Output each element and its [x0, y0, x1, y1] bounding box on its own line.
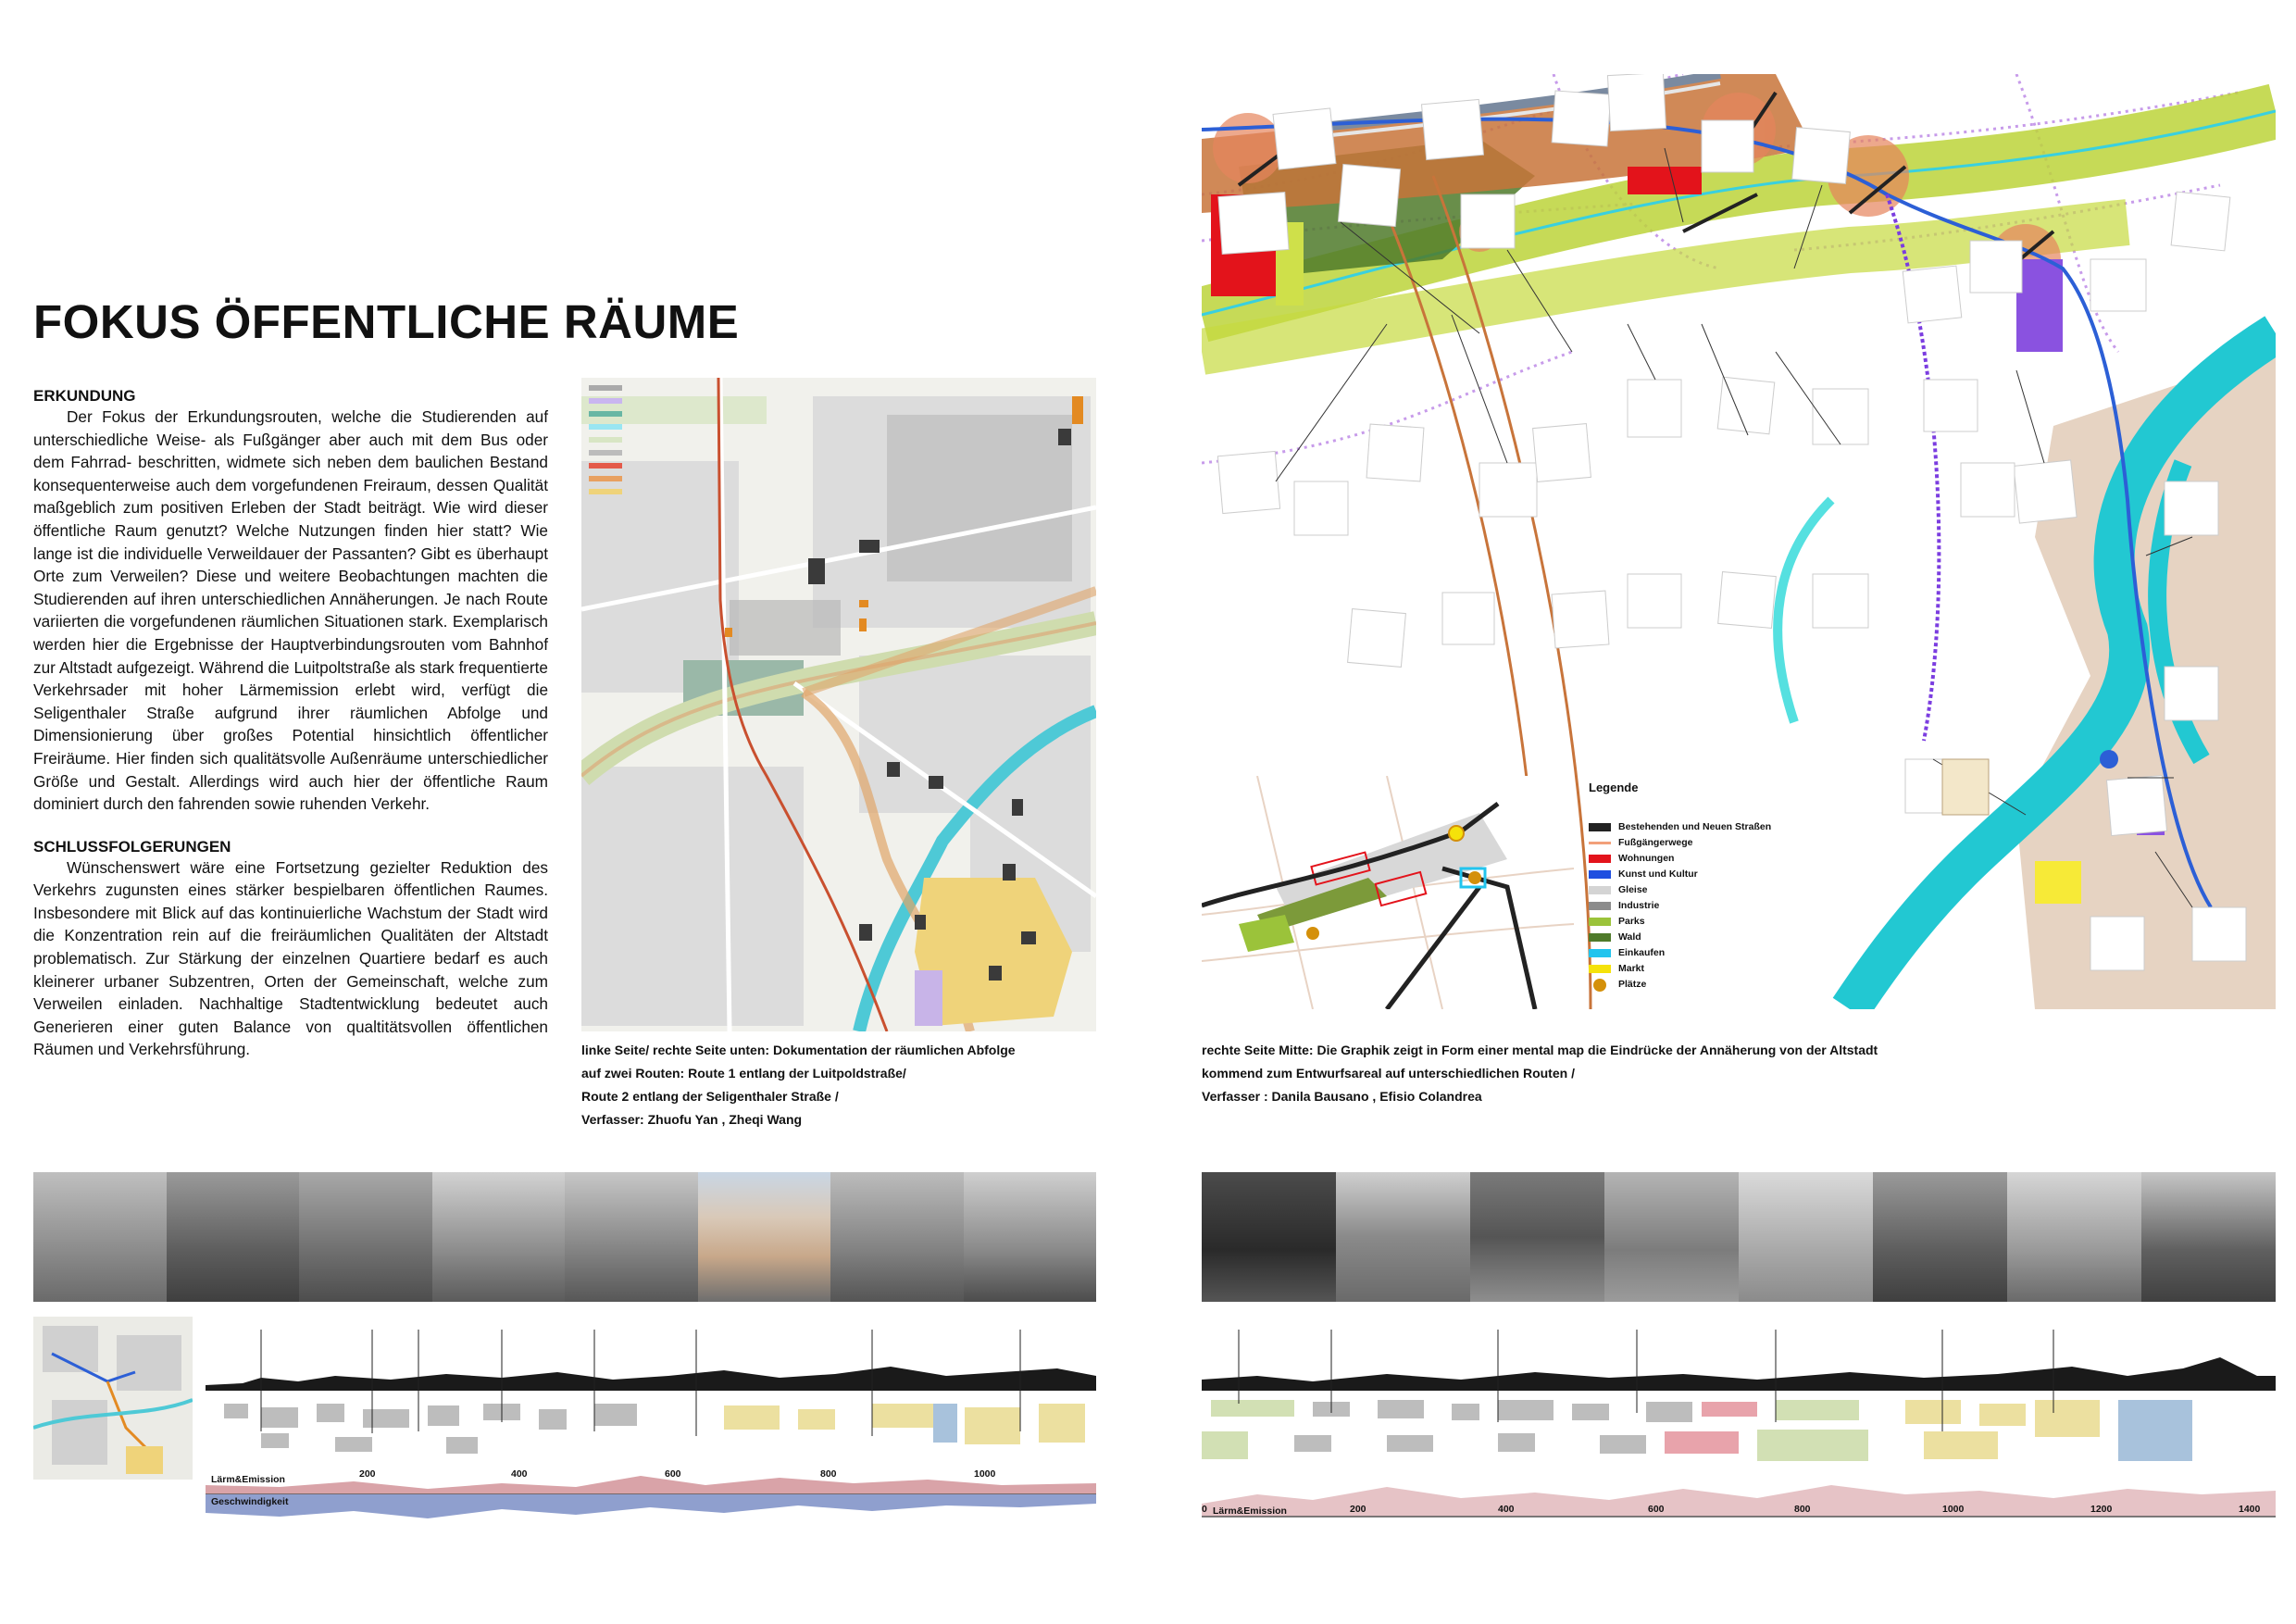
- caption-left: [581, 1039, 1016, 1131]
- legend-item: [1589, 914, 1811, 930]
- axis-tick-right: 1200: [2090, 1504, 2113, 1515]
- photo-strip-right: [1202, 1172, 2276, 1302]
- street-photo: [830, 1172, 964, 1302]
- inset-map: [1202, 776, 1574, 1009]
- street-photo: [1470, 1172, 1604, 1302]
- route-strip-left: [33, 1172, 1096, 1520]
- legend: [1589, 780, 1811, 993]
- noise-label-left: Lärm&Emission: [211, 1474, 285, 1485]
- mini-route-map-graphic: [33, 1317, 193, 1480]
- legend-swatch: [1589, 823, 1611, 831]
- legend-label: Industrie: [1618, 900, 1660, 911]
- axis-tick-left: 200: [359, 1468, 376, 1480]
- mini-route-map: [33, 1317, 193, 1480]
- street-photo: [1202, 1172, 1336, 1302]
- street-section-left-graphic: [206, 1330, 1096, 1468]
- legend-swatch: [1589, 870, 1611, 879]
- legend-swatch: [1589, 886, 1611, 894]
- street-photo: [167, 1172, 300, 1302]
- legend-label: Parks: [1618, 916, 1645, 927]
- legend-swatch: [1589, 855, 1611, 863]
- street-photo: [33, 1172, 167, 1302]
- axis-right: [1202, 1504, 2276, 1520]
- street-photo: [1604, 1172, 1739, 1302]
- route-map-graphic: [581, 378, 1096, 1031]
- noise-speed-chart-left: [206, 1467, 1096, 1520]
- section-heading-erkundung: ERKUNDUNG: [33, 387, 136, 405]
- route-strip-right: [1202, 1172, 2276, 1520]
- legend-label: Bestehenden und Neuen Straßen: [1618, 821, 1772, 832]
- legend-label: Kunst und Kultur: [1618, 868, 1698, 880]
- legend-label: Markt: [1618, 963, 1645, 974]
- legend-label: Wald: [1618, 931, 1641, 943]
- caption-right-line-3: Verfasser : Danila Bausano , Efisio Colandrea: [1202, 1089, 1482, 1104]
- legend-label: Gleise: [1618, 884, 1648, 895]
- caption-left-line-4: Verfasser: Zhuofu Yan , Zheqi Wang: [581, 1112, 803, 1127]
- legend-swatch: [1589, 949, 1611, 957]
- axis-tick-left: 400: [511, 1468, 528, 1480]
- street-photo: [964, 1172, 1097, 1302]
- axis-tick-right: 800: [1794, 1504, 1811, 1515]
- axis-tick-left: 1000: [974, 1468, 996, 1480]
- legend-swatch: [1589, 918, 1611, 926]
- street-section-right-graphic: [1202, 1330, 2276, 1468]
- section-heading-schlussfolgerungen: SCHLUSSFOLGERUNGEN: [33, 837, 231, 856]
- street-photo: [1336, 1172, 1470, 1302]
- legend-swatch: [1593, 979, 1606, 992]
- legend-item: [1589, 882, 1811, 898]
- caption-left-line-1: linke Seite/ rechte Seite unten: Dokumentation der räumlichen Abfolge: [581, 1043, 1016, 1057]
- legend-item: [1589, 945, 1811, 961]
- noise-label-right: Lärm&Emission: [1213, 1505, 1287, 1517]
- street-photo: [1873, 1172, 2007, 1302]
- route-map: [581, 378, 1096, 1031]
- caption-right-line-1: rechte Seite Mitte: Die Graphik zeigt in Form einer mental map die Eindrücke der Annäherung von der Altstadt: [1202, 1043, 1878, 1057]
- legend-title: Legende: [1589, 781, 1639, 794]
- legend-label: Plätze: [1618, 979, 1647, 990]
- axis-tick-right: 0: [1202, 1504, 1207, 1515]
- street-section-left: [206, 1330, 1096, 1468]
- legend-list: [1589, 819, 1811, 993]
- street-photo: [2141, 1172, 2276, 1302]
- street-photo: [565, 1172, 698, 1302]
- legend-swatch: [1589, 842, 1611, 844]
- legend-item: [1589, 898, 1811, 914]
- photo-strip-left: [33, 1172, 1096, 1302]
- street-photo: [1739, 1172, 1873, 1302]
- caption-right-line-2: kommend zum Entwurfsareal auf unterschiedlichen Routen /: [1202, 1066, 1575, 1081]
- caption-right: [1202, 1039, 1878, 1108]
- axis-tick-right: 600: [1648, 1504, 1665, 1515]
- legend-swatch: [1589, 965, 1611, 973]
- street-photo: [2007, 1172, 2141, 1302]
- axis-tick-left: 800: [820, 1468, 837, 1480]
- street-photo-color: [698, 1172, 831, 1302]
- page-title: FOKUS ÖFFENTLICHE RÄUME: [33, 295, 740, 348]
- section-text-schlussfolgerungen: Wünschenswert wäre eine Fortsetzung gezielter Reduktion des Verkehrs zugunsten eines stärker bespielbaren öffentlichen Raumes. Insbesondere mit Blick auf das kontinuierliche Wachstum der Stadt wird die Konzentration rein auf die freiräumlichen Qualitäten der Altstadt problematisch. Zur Stärkung der einzelnen Quartiere bedarf es auch kleinerer urbaner Subzentren, Orten der Gemeinschaft, welche zum Verweilen einladen. Nachhaltige Stadtentwicklung bedeutet auch Generieren einer guten Balance von qualtitätsvollen öffentlichen Räumen und Verkehrsführung.: [33, 857, 548, 1059]
- section-text-erkundung: Der Fokus der Erkundungsrouten, welche die Studierenden auf unterschiedliche Weise- als Fußgänger aber auch mit dem Bus oder dem Fahrrad- beschritten, widmete sich neben dem baulichen Bestand konsequenterweise auch dem vorgefundenen Freiraum, dessen Qualität maßgeblich zum positiven Erleben der Stadt beiträgt. Wie wird dieser öffentliche Raum genutzt? Welche Nutzungen finden hier statt? Wie lange ist die individuelle Verweildauer der Passanten? Gibt es überhaupt Orte zum Verweilen? Diese und weitere Beobachtungen machten die Studierenden auf ihren unterschiedlichen Annäherungen. Je nach Route variierten die vorgefundenen räumlichen Situationen stark. Exemplarisch werden hier die Ergebnisse der Hauptverbindungsrouten vom Bahnhof zur Altstadt aufgezeigt. Während die Luitpoltstraße als stark frequentierte Verkehrsader mit hoher Lärmemission erlebt wird, verfügt die Seligenthaler Straße aufgrund ihrer räumlichen Abfolge und Dimensionierung über großes Potential hinsichtlich öffentlicher Freiräume. Hier finden sich qualitätsvolle Außenräume unterschiedlicher Größe und Gestalt. Allerdings wird auch hier der öffentliche Raum dominiert durch den fahrenden sowie ruhenden Verkehr.: [33, 407, 548, 814]
- legend-swatch: [1589, 933, 1611, 942]
- legend-item: [1589, 930, 1811, 945]
- legend-label: Wohnungen: [1618, 853, 1675, 864]
- legend-item: [1589, 851, 1811, 867]
- speed-label-left: Geschwindigkeit: [211, 1496, 289, 1507]
- street-photo: [299, 1172, 432, 1302]
- inset-map-graphic: [1202, 776, 1574, 1009]
- caption-left-line-2: auf zwei Routen: Route 1 entlang der Luitpoldstraße/: [581, 1066, 906, 1081]
- legend-item: [1589, 819, 1811, 835]
- text-column: [33, 387, 548, 1061]
- street-section-right: [1202, 1330, 2276, 1468]
- noise-speed-graphic-left: [206, 1467, 1096, 1520]
- axis-tick-left: 600: [665, 1468, 681, 1480]
- legend-label: Fußgängerwege: [1618, 837, 1693, 848]
- street-photo: [432, 1172, 566, 1302]
- axis-tick-right: 1000: [1942, 1504, 1965, 1515]
- axis-tick-right: 1400: [2239, 1504, 2261, 1515]
- legend-item: [1589, 867, 1811, 882]
- caption-left-line-3: Route 2 entlang der Seligenthaler Straße /: [581, 1089, 839, 1104]
- axis-tick-right: 200: [1350, 1504, 1366, 1515]
- legend-swatch: [1589, 902, 1611, 910]
- legend-label: Einkaufen: [1618, 947, 1666, 958]
- legend-item: [1589, 961, 1811, 977]
- legend-item: [1589, 835, 1811, 851]
- legend-item: [1589, 977, 1811, 993]
- axis-tick-right: 400: [1498, 1504, 1515, 1515]
